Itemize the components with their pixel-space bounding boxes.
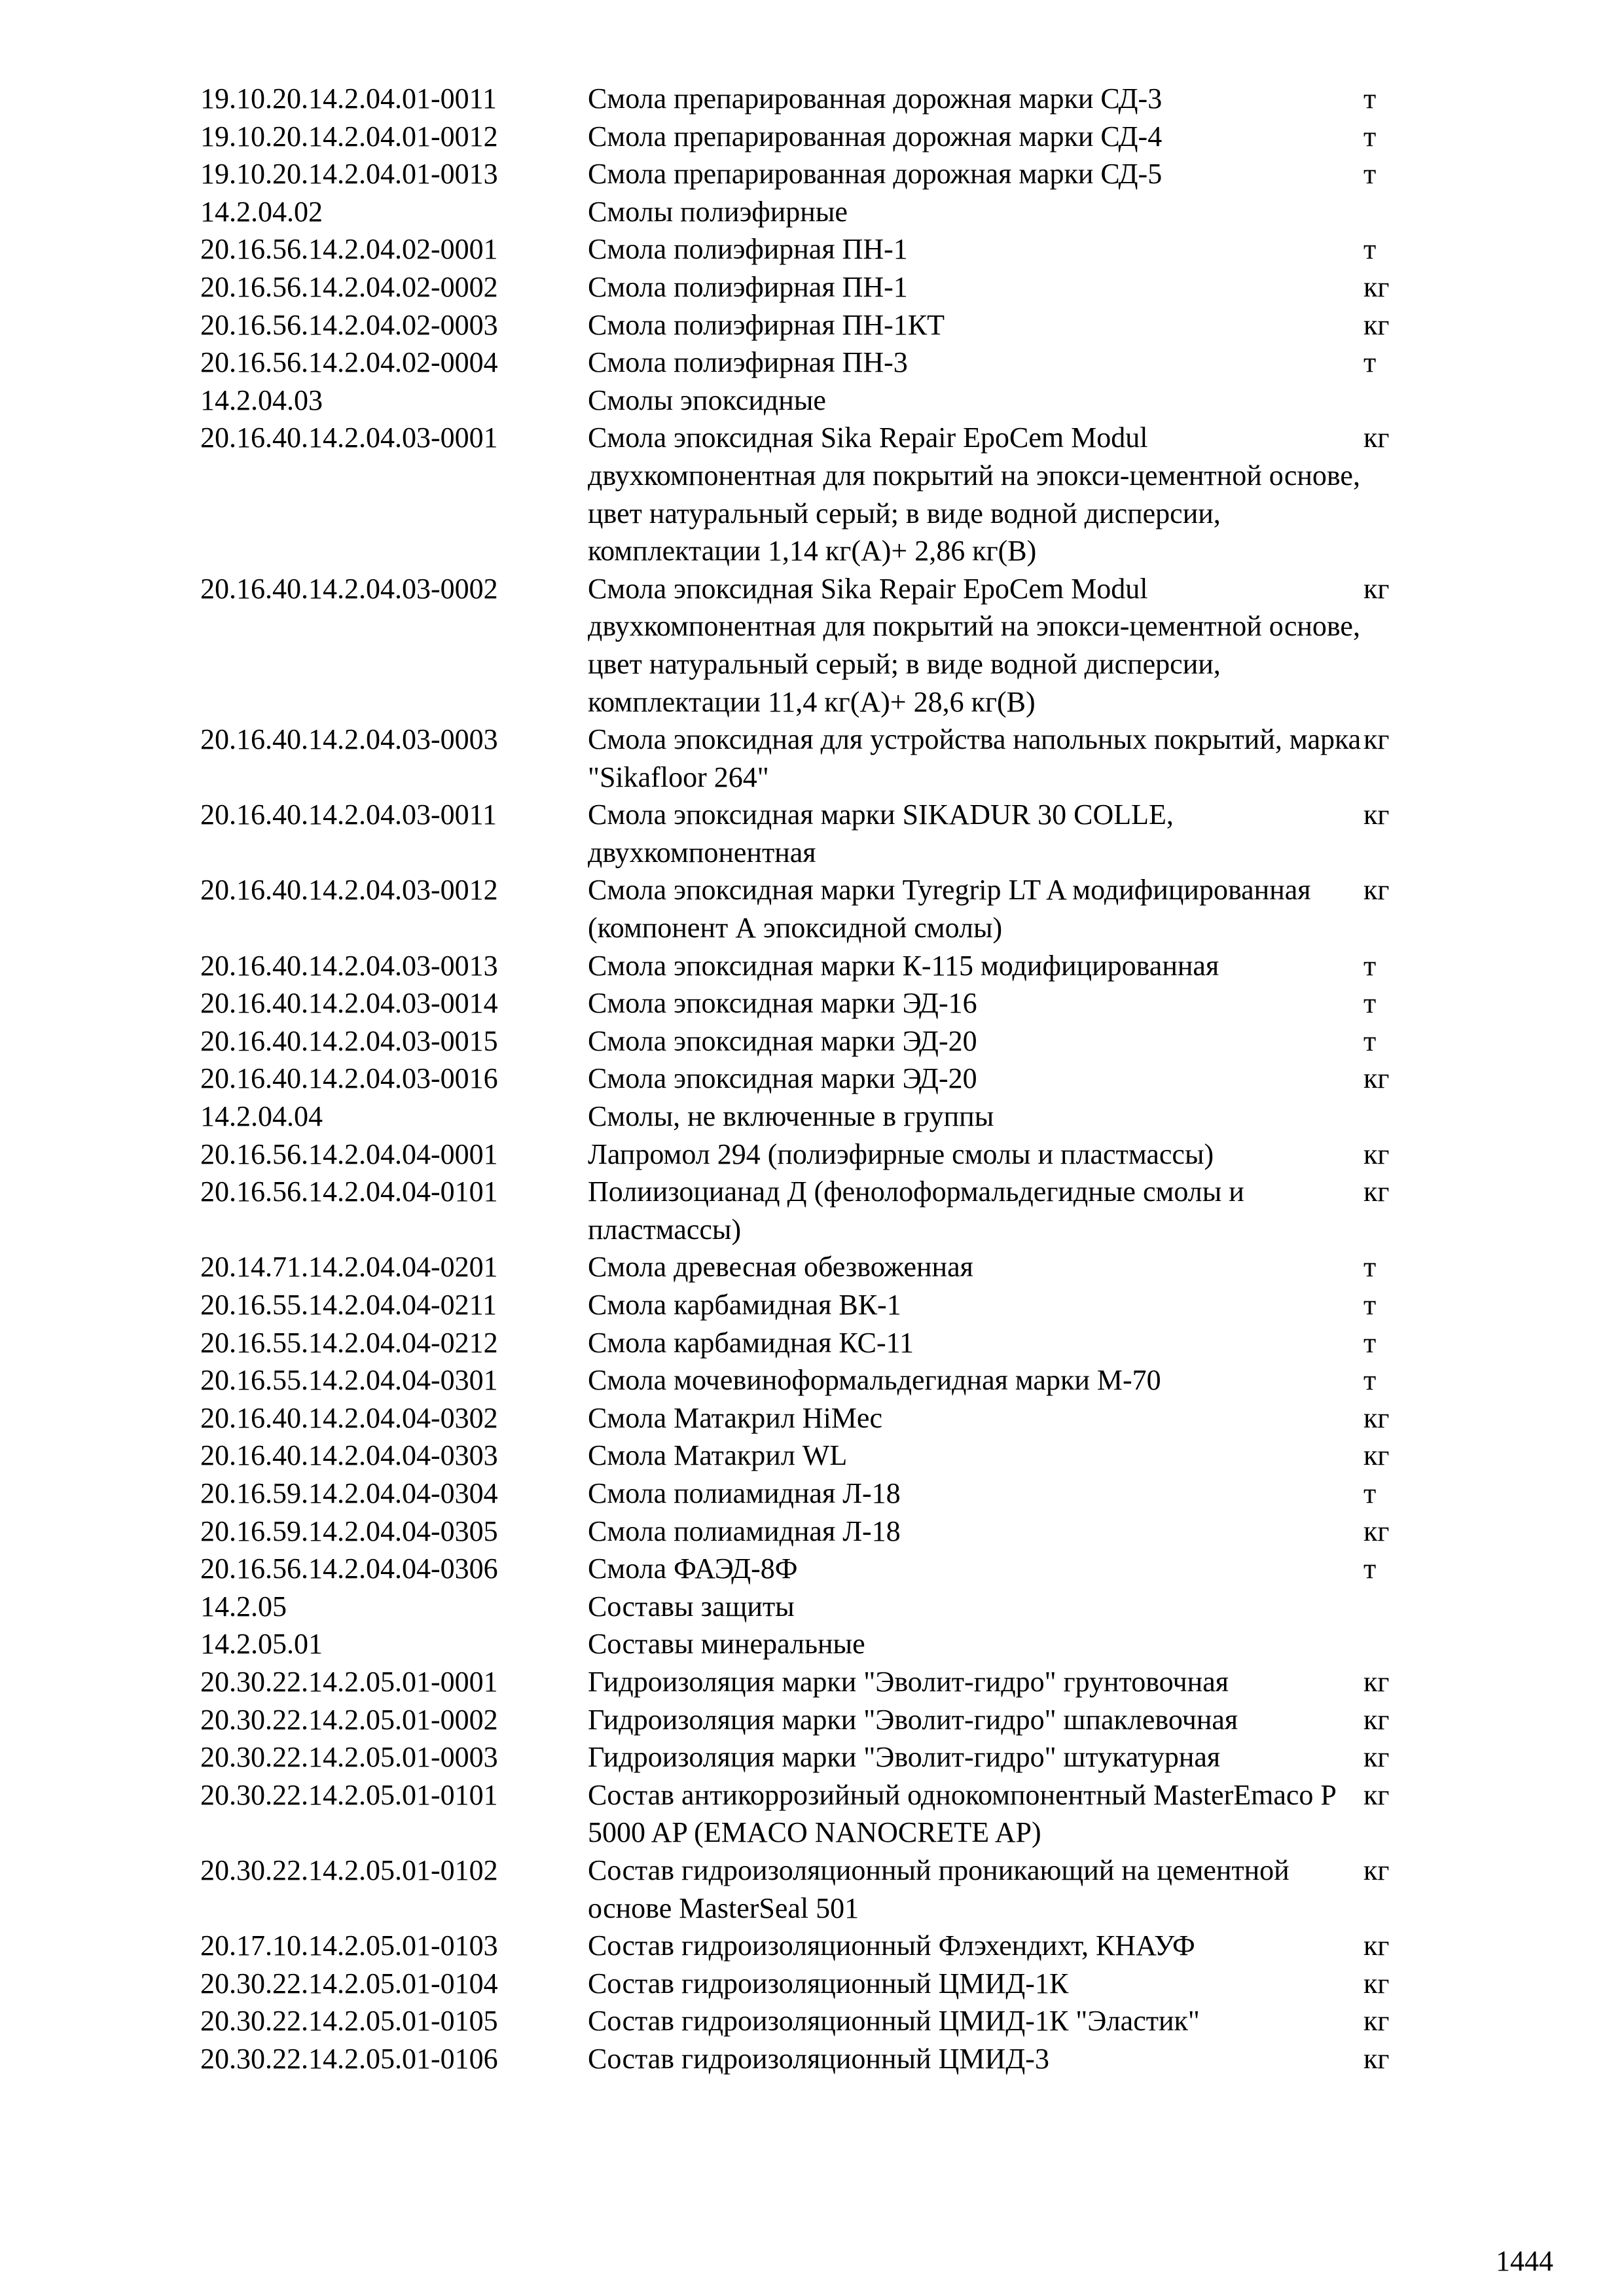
resource-code: 20.17.10.14.2.05.01-0103 — [200, 1929, 498, 1962]
resource-code: 14.2.05.01 — [200, 1628, 323, 1660]
resource-code: 20.16.59.14.2.04.04-0304 — [200, 1477, 498, 1509]
table-row — [200, 344, 1437, 382]
unit-of-measure: т — [1363, 233, 1377, 266]
resource-name: Смола карбамидная ВК-1 — [588, 1289, 901, 1321]
unit-of-measure: кг — [1363, 422, 1390, 454]
resource-name: Смола эпоксидная марки SIKADUR 30 COLLE, двухкомпонентная — [588, 798, 1174, 869]
resource-code: 20.16.59.14.2.04.04-0305 — [200, 1515, 498, 1547]
resource-code: 20.16.40.14.2.04.04-0302 — [200, 1401, 498, 1434]
resource-name: Смола полиэфирная ПН-1КТ — [588, 308, 945, 341]
resource-code: 20.16.40.14.2.04.03-0016 — [200, 1062, 498, 1095]
resource-code: 20.16.40.14.2.04.03-0001 — [200, 422, 498, 454]
resource-name: Смола полиэфирная ПН-3 — [588, 346, 908, 379]
table-row — [200, 947, 1437, 985]
table-row — [200, 1663, 1437, 1701]
resource-name: Состав гидроизоляционный ЦМИД-1К — [588, 1967, 1069, 2000]
resource-code: 20.16.40.14.2.04.03-0015 — [200, 1024, 498, 1057]
resource-code: 20.30.22.14.2.05.01-0003 — [200, 1741, 498, 1774]
resource-code: 20.16.40.14.2.04.04-0303 — [200, 1439, 498, 1472]
resource-code: 20.16.55.14.2.04.04-0301 — [200, 1364, 498, 1397]
resource-name: Смолы полиэфирные — [588, 195, 848, 228]
unit-of-measure: т — [1363, 1364, 1377, 1397]
resource-name: Смола Матакрил WL — [588, 1439, 848, 1472]
resource-name: Состав гидроизоляционный ЦМИД-1К "Эластик" — [588, 2005, 1200, 2037]
group-heading-row — [200, 1588, 1437, 1626]
resource-code: 20.16.40.14.2.04.03-0011 — [200, 798, 497, 831]
table-row — [200, 419, 1437, 569]
resource-code: 19.10.20.14.2.04.01-0013 — [200, 158, 498, 190]
unit-of-measure: т — [1363, 1289, 1377, 1321]
unit-of-measure: кг — [1363, 2005, 1390, 2037]
unit-of-measure: т — [1363, 82, 1377, 115]
resource-code: 20.14.71.14.2.04.04-0201 — [200, 1251, 498, 1283]
group-heading-row — [200, 1625, 1437, 1663]
resource-name: Смола препарированная дорожная марки СД-4 — [588, 120, 1163, 152]
resource-code: 20.16.56.14.2.04.04-0001 — [200, 1138, 498, 1170]
table-row — [200, 2002, 1437, 2040]
unit-of-measure: кг — [1363, 1967, 1390, 2000]
resource-name: Смола препарированная дорожная марки СД-3 — [588, 82, 1163, 115]
table-row — [200, 1513, 1437, 1551]
resource-code: 20.30.22.14.2.05.01-0104 — [200, 1967, 498, 2000]
unit-of-measure: кг — [1363, 1778, 1390, 1811]
resource-name: Смола древесная обезвоженная — [588, 1251, 973, 1283]
resource-code: 20.30.22.14.2.05.01-0101 — [200, 1778, 498, 1811]
resource-name: Состав гидроизоляционный проникающий на цементной основе MasterSeal 501 — [588, 1854, 1290, 1924]
resource-name: Смола эпоксидная марки ЭД-20 — [588, 1024, 977, 1057]
resource-name: Составы минеральные — [588, 1628, 865, 1660]
resource-table — [200, 80, 1437, 2077]
table-row — [200, 118, 1437, 156]
table-row — [200, 721, 1437, 796]
resource-code: 20.16.56.14.2.04.02-0004 — [200, 346, 498, 379]
resource-code: 20.16.55.14.2.04.04-0212 — [200, 1326, 498, 1359]
table-row — [200, 306, 1437, 344]
unit-of-measure: кг — [1363, 270, 1390, 303]
group-heading-row — [200, 1098, 1437, 1136]
resource-name: Состав гидроизоляционный Флэхендихт, КНАУФ — [588, 1929, 1195, 1962]
resource-code: 20.16.40.14.2.04.03-0013 — [200, 949, 498, 982]
group-heading-row — [200, 382, 1437, 420]
resource-code: 20.16.40.14.2.04.03-0003 — [200, 723, 498, 756]
resource-code: 19.10.20.14.2.04.01-0011 — [200, 82, 497, 115]
table-row — [200, 1324, 1437, 1362]
resource-code: 20.16.56.14.2.04.02-0003 — [200, 308, 498, 341]
resource-name: Смола эпоксидная Sika Repair EpoCem Modul двухкомпонентная для покрытий на эпокси-цементной основе, цвет натуральный серый; в виде водной дисперсии, комплектации 1,14 кг(А)+ 2,86 кг(В) — [588, 422, 1360, 567]
table-row — [200, 1286, 1437, 1324]
table-row — [200, 871, 1437, 946]
unit-of-measure: кг — [1363, 308, 1390, 341]
unit-of-measure: т — [1363, 987, 1377, 1020]
unit-of-measure: т — [1363, 1326, 1377, 1359]
unit-of-measure: кг — [1363, 1854, 1390, 1886]
resource-name: Смола эпоксидная марки Tyregrip LT A модифицированная (компонент А эпоксидной смолы) — [588, 874, 1311, 944]
table-row — [200, 1738, 1437, 1776]
resource-code: 20.16.56.14.2.04.02-0002 — [200, 270, 498, 303]
resource-code: 20.16.40.14.2.04.03-0012 — [200, 874, 498, 906]
table-row — [200, 1022, 1437, 1060]
resource-code: 20.30.22.14.2.05.01-0002 — [200, 1703, 498, 1736]
resource-name: Смолы эпоксидные — [588, 384, 826, 416]
unit-of-measure: т — [1363, 1477, 1377, 1509]
unit-of-measure: т — [1363, 1552, 1377, 1585]
resource-code: 20.16.55.14.2.04.04-0211 — [200, 1289, 497, 1321]
table-row — [200, 1927, 1437, 1965]
resource-name: Смола эпоксидная для устройства напольных покрытий, марка "Sikafloor 264" — [588, 723, 1362, 793]
resource-name: Смола препарированная дорожная марки СД-5 — [588, 158, 1163, 190]
unit-of-measure: кг — [1363, 1741, 1390, 1774]
resource-name: Гидроизоляция марки "Эволит-гидро" штукатурная — [588, 1741, 1221, 1774]
resource-code: 14.2.04.03 — [200, 384, 323, 416]
resource-name: Состав гидроизоляционный ЦМИД-3 — [588, 2042, 1049, 2075]
resource-code: 20.30.22.14.2.05.01-0106 — [200, 2042, 498, 2075]
table-row — [200, 230, 1437, 268]
resource-code: 20.16.56.14.2.04.04-0306 — [200, 1552, 498, 1585]
resource-name: Смола полиэфирная ПН-1 — [588, 270, 908, 303]
table-row — [200, 1550, 1437, 1588]
table-row — [200, 80, 1437, 118]
resource-name: Смола ФАЭД-8Ф — [588, 1552, 798, 1585]
resource-code: 20.16.56.14.2.04.04-0101 — [200, 1175, 498, 1208]
table-row — [200, 1776, 1437, 1852]
resource-code: 20.16.40.14.2.04.03-0014 — [200, 987, 498, 1020]
unit-of-measure: т — [1363, 346, 1377, 379]
resource-name: Смола полиамидная Л-18 — [588, 1515, 901, 1547]
resource-code: 20.30.22.14.2.05.01-0105 — [200, 2005, 498, 2037]
resource-name: Смола Матакрил HiMec — [588, 1401, 882, 1434]
resource-name: Смолы, не включенные в группы — [588, 1100, 994, 1133]
resource-code: 14.2.04.02 — [200, 195, 323, 228]
unit-of-measure: кг — [1363, 1929, 1390, 1962]
table-row — [200, 1701, 1437, 1739]
table-row — [200, 1399, 1437, 1437]
unit-of-measure: т — [1363, 158, 1377, 190]
page-number: 1444 — [1496, 2245, 1553, 2277]
unit-of-measure: кг — [1363, 1439, 1390, 1472]
resource-code: 20.30.22.14.2.05.01-0001 — [200, 1665, 498, 1698]
unit-of-measure: кг — [1363, 1401, 1390, 1434]
table-row — [200, 1173, 1437, 1248]
resource-name: Смола эпоксидная марки К-115 модифицированная — [588, 949, 1219, 982]
table-row — [200, 2040, 1437, 2078]
table-row — [200, 570, 1437, 721]
table-row — [200, 1361, 1437, 1399]
table-row — [200, 1060, 1437, 1098]
unit-of-measure: кг — [1363, 1175, 1390, 1208]
resource-code: 14.2.04.04 — [200, 1100, 323, 1133]
resource-name: Состав антикоррозийный однокомпонентный MasterEmaco P 5000 AP (EMACO NANOCRETE AP) — [588, 1778, 1336, 1849]
resource-code: 20.16.56.14.2.04.02-0001 — [200, 233, 498, 266]
table-row — [200, 155, 1437, 193]
table-row — [200, 1136, 1437, 1174]
unit-of-measure: кг — [1363, 1515, 1390, 1547]
resource-name: Лапромол 294 (полиэфирные смолы и пластмассы) — [588, 1138, 1214, 1170]
table-row — [200, 1852, 1437, 1927]
unit-of-measure: т — [1363, 1024, 1377, 1057]
resource-name: Смола эпоксидная марки ЭД-20 — [588, 1062, 977, 1095]
resource-name: Смола полиамидная Л-18 — [588, 1477, 901, 1509]
table-row — [200, 796, 1437, 871]
resource-code: 19.10.20.14.2.04.01-0012 — [200, 120, 498, 152]
unit-of-measure: т — [1363, 120, 1377, 152]
resource-name: Смола карбамидная КС-11 — [588, 1326, 914, 1359]
table-row — [200, 984, 1437, 1022]
resource-name: Составы защиты — [588, 1590, 795, 1623]
unit-of-measure: т — [1363, 949, 1377, 982]
unit-of-measure: кг — [1363, 1665, 1390, 1698]
resource-name: Полиизоцианад Д (фенолоформальдегидные смолы и пластмассы) — [588, 1175, 1244, 1246]
table-row — [200, 1437, 1437, 1475]
table-row — [200, 1965, 1437, 2003]
group-heading-row — [200, 193, 1437, 231]
unit-of-measure: кг — [1363, 2042, 1390, 2075]
table-row — [200, 1248, 1437, 1286]
resource-name: Смола эпоксидная Sika Repair EpoCem Modul двухкомпонентная для покрытий на эпокси-цементной основе, цвет натуральный серый; в виде водной дисперсии, комплектации 11,4 кг(А)+ 28,6 кг(В) — [588, 572, 1360, 718]
resource-code: 14.2.05 — [200, 1590, 287, 1623]
unit-of-measure: кг — [1363, 723, 1390, 756]
resource-name: Смола мочевиноформальдегидная марки М-70 — [588, 1364, 1161, 1397]
table-row — [200, 1475, 1437, 1513]
resource-name: Гидроизоляция марки "Эволит-гидро" грунтовочная — [588, 1665, 1229, 1698]
unit-of-measure: кг — [1363, 572, 1390, 605]
unit-of-measure: кг — [1363, 1062, 1390, 1095]
resource-code: 20.16.40.14.2.04.03-0002 — [200, 572, 498, 605]
resource-name: Смола эпоксидная марки ЭД-16 — [588, 987, 977, 1020]
unit-of-measure: кг — [1363, 1138, 1390, 1170]
unit-of-measure: кг — [1363, 874, 1390, 906]
unit-of-measure: т — [1363, 1251, 1377, 1283]
resource-name: Гидроизоляция марки "Эволит-гидро" шпаклевочная — [588, 1703, 1238, 1736]
table-row — [200, 268, 1437, 306]
unit-of-measure: кг — [1363, 798, 1390, 831]
resource-name: Смола полиэфирная ПН-1 — [588, 233, 908, 266]
unit-of-measure: кг — [1363, 1703, 1390, 1736]
resource-code: 20.30.22.14.2.05.01-0102 — [200, 1854, 498, 1886]
